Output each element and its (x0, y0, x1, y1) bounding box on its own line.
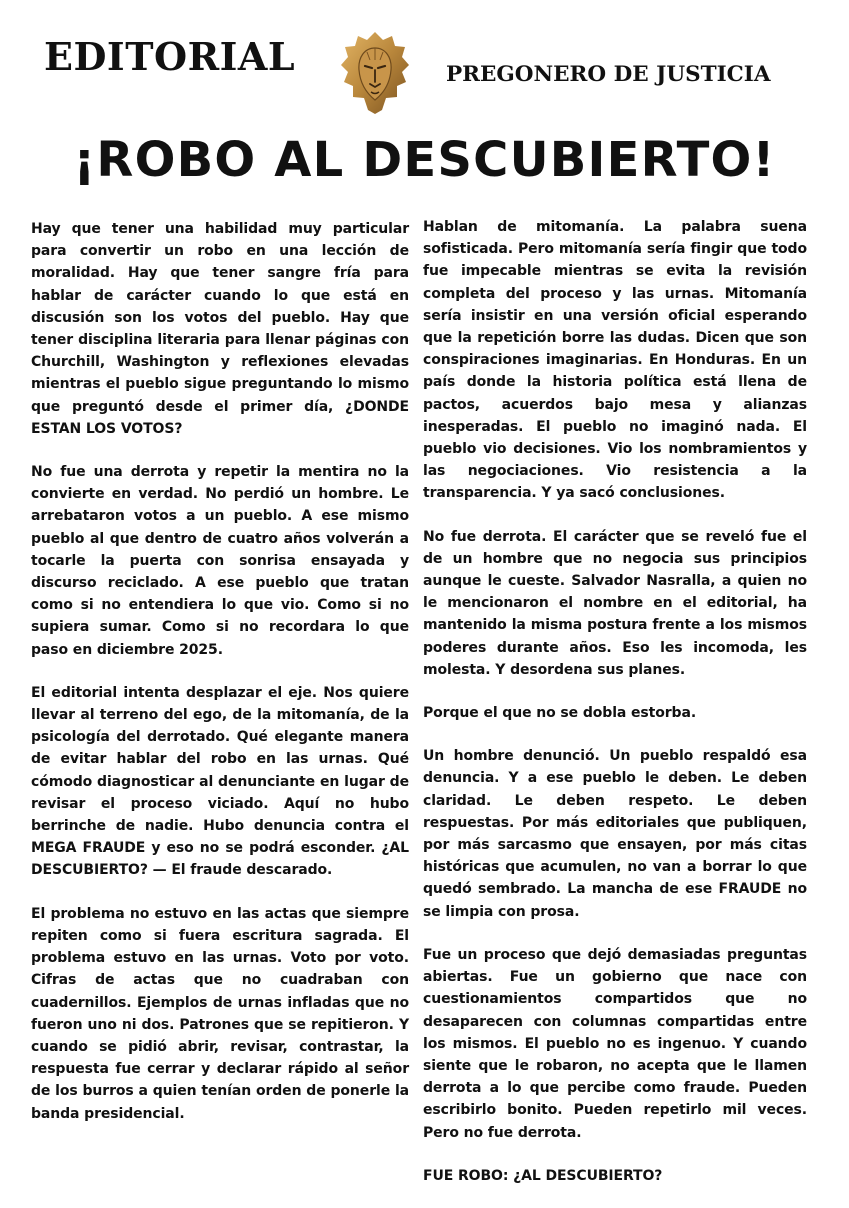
paragraph: Porque el que no se dobla estorba. (423, 705, 697, 722)
section-title: EDITORIAL (44, 34, 296, 79)
paragraph: Un hombre denunció. Un pueblo respaldó esa denuncia. Y a ese pueblo le deben. Le deben claridad. Le deben respeto. Le deben respuestas. Por más editoriales que publiquen, por más sarcasmo que ensayen, por más citas históricas que acumulen, no van a borrar lo que quedó sembrado. La mancha de ese FRAUDE no se limpia con prosa. (423, 748, 807, 920)
paragraph: Hay que tener una habilidad muy particular para convertir un robo en una lección de moralidad. Hay que tener sangre fría para hablar de carácter cuando lo que está en discusión son los votos del pueblo. Hay que tener disciplina literaria para llenar páginas con Churchill, Washington y reflexiones elevadas mientras el pueblo sigue preguntando lo mismo que preguntó desde el primer día, ¿DONDE ESTAN LOS VOTOS? (31, 221, 409, 437)
paragraph: Fue un proceso que dejó demasiadas preguntas abiertas. Fue un gobierno que nace con cuestionamientos compartidos que no desaparecen con columnas compartidas entre los mismos. El pueblo no es ingenuo. Y cuando siente que le robaron, no acepta que le llamen derrota a lo que percibe como fraude. Pueden escribirlo bonito. Pueden repetirlo mil veces. Pero no fue derrota. (423, 946, 807, 1141)
headline: ¡ROBO AL DESCUBIERTO! (73, 132, 776, 188)
lion-head-icon (340, 30, 410, 116)
right-column (423, 216, 807, 1208)
left-column (31, 218, 409, 1146)
paragraph: Hablan de mitomanía. La palabra suena sofisticada. Pero mitomanía sería fingir que todo fue impecable mientras se evita la revisión completa del proceso y las urnas. Mitomanía sería insistir en una versión oficial esperando que la repetición borre las dudas. Dicen que son conspiraciones imaginarias. En Honduras. En un país donde la historia política está llena de pactos, acuerdos bajo mesa y alianzas inesperadas. El pueblo no imaginó nada. El pueblo vio decisiones. Vio los nombramientos y las negociaciones. Vio resistencia a la transparencia. Y ya sacó conclusiones. (423, 219, 807, 502)
closing-line: FUE ROBO: ¿AL DESCUBIERTO? (423, 1167, 663, 1184)
publication-name: PREGONERO DE JUSTICIA (446, 62, 771, 87)
paragraph: El problema no estuvo en las actas que siempre repiten como si fuera escritura sagrada. El problema estuvo en las urnas. Voto por voto. Cifras de actas que no cuadraban con cuadernillos. Ejemplos de urnas infladas que no fueron uno ni dos. Patrones que se repitieron. Y cuando se pidió abrir, revisar, contrastar, la respuesta fue cerrar y declarar rápido al señor de los burros a quien tenían orden de ponerle la banda presidencial. (31, 905, 409, 1122)
paragraph: No fue derrota. El carácter que se reveló fue el de un hombre que no negocia sus principios aunque le cueste. Salvador Nasralla, a quien no le mencionaron el nombre en el editorial, ha mantenido la misma postura frente a los mismos poderes durante años. Eso les incomoda, les molesta. Y desordena sus planes. (423, 528, 807, 678)
paragraph: El editorial intenta desplazar el eje. Nos quiere llevar al terreno del ego, de la mitomanía, de la psicología del derrotado. Qué elegante manera de evitar hablar del robo en las urnas. Qué cómodo diagnosticar al denunciante en lugar de revisar el proceso viciado. Aquí no hubo berrinche de nadie. Hubo denuncia contra el MEGA FRAUDE y eso no se podrá esconder. ¿AL DESCUBIERTO? — El fraude descarado. (31, 684, 409, 879)
paragraph: No fue una derrota y repetir la mentira no la convierte en verdad. No perdió un hombre. Le arrebataron votos a un pueblo. A ese mismo pueblo al que dentro de cuatro años volverán a tocarle la puerta con sonrisa ensayada y discurso reciclado. A ese pueblo que tratan como si no entendiera lo que vio. Como si no supiera sumar. Como si no recordara lo que paso en diciembre 2025. (31, 464, 409, 658)
